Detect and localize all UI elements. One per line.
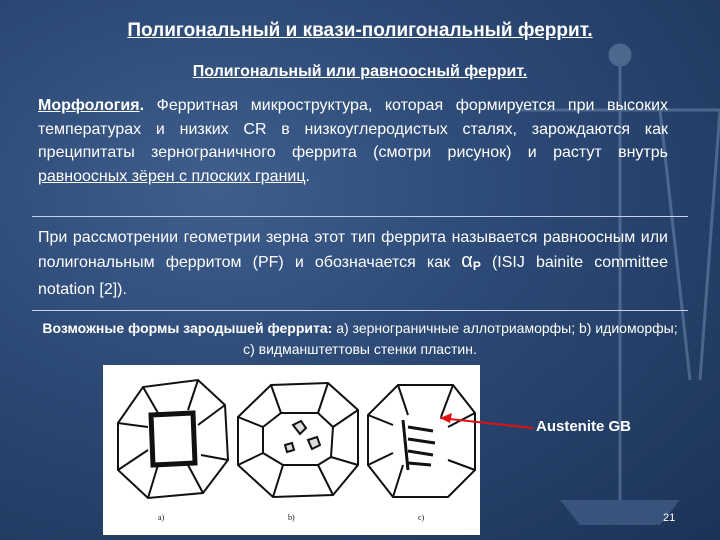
morphology-paragraph bbox=[38, 94, 668, 188]
caption-bold: Возможные формы зародышей феррита: bbox=[42, 320, 333, 336]
geometry-text: При рассмотрении геометрии зерна этот тип феррита называется равноосным или полигональным ферритом (PF) и обозначается как bbox=[38, 229, 668, 271]
grain-diagrams bbox=[103, 365, 480, 535]
underlined-word-1: равноосных bbox=[38, 167, 128, 185]
ferrite-nucleation-figure bbox=[103, 365, 480, 535]
slide-subtitle: Полигональный или равноосный феррит. bbox=[192, 63, 528, 80]
slide-title: Полигональный и квази-полигональный феррит. bbox=[127, 20, 593, 41]
alpha-symbol: α bbox=[461, 249, 473, 272]
underlined-word-4: плоских границ bbox=[187, 167, 306, 185]
geometry-paragraph bbox=[38, 226, 668, 302]
figure-label-c: c) bbox=[418, 513, 425, 522]
geometry-end: (ISIJ bainite committee notation [2]). bbox=[38, 253, 669, 298]
caption-text: а) зернограничные аллотриаморфы; b) идиоморфы; c) видманштеттовы стенки пластин. bbox=[243, 320, 678, 357]
alpha-subscript: P bbox=[472, 258, 481, 273]
figure-label-a: a) bbox=[158, 513, 165, 522]
underlined-word-2: зёрен bbox=[127, 167, 175, 185]
austenite-gb-label: Austenite GB bbox=[536, 418, 632, 435]
morphology-separator: . bbox=[139, 97, 145, 114]
morphology-text: Ферритная микроструктура, которая формируется при высоких температурах и низких CR в низкоуглеродистых сталях, зарождаются как преципитаты зернограничного феррита (смотри рисунок) и растут внутрь bbox=[38, 97, 668, 161]
divider-line-1 bbox=[32, 216, 688, 217]
divider-line-2 bbox=[32, 310, 688, 311]
morphology-label: Морфология bbox=[38, 97, 140, 114]
figure-label-b: b) bbox=[288, 513, 295, 522]
figure-caption bbox=[40, 318, 680, 360]
underlined-word-3: с bbox=[174, 167, 188, 185]
page-number: 21 bbox=[663, 512, 676, 524]
morphology-end: . bbox=[305, 167, 310, 185]
